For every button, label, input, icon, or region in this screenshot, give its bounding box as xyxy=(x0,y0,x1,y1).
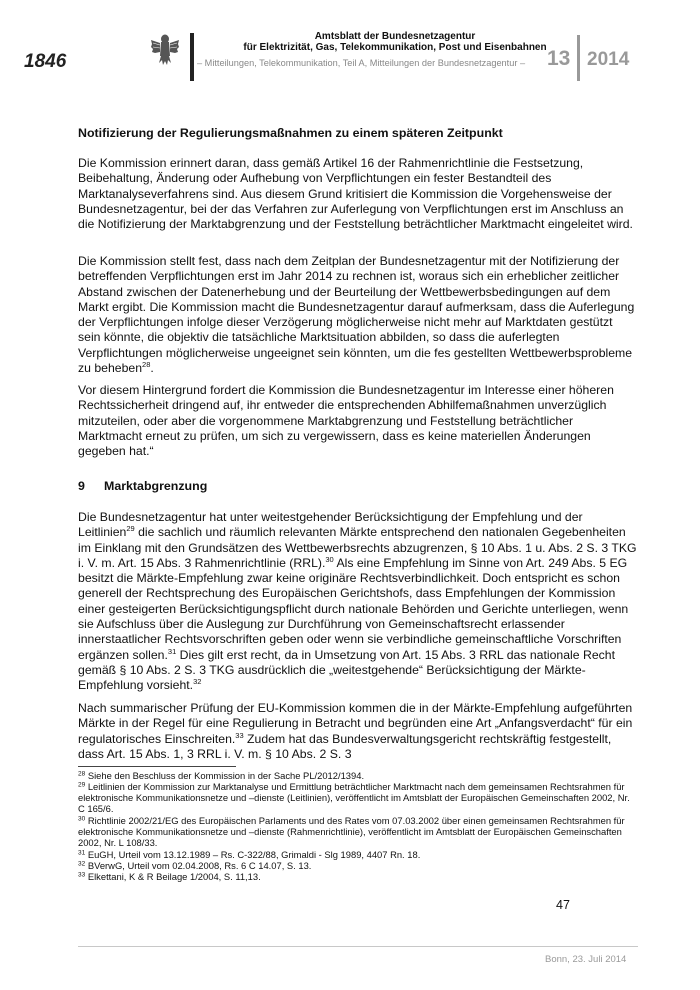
footnote-30: $^{30}$ Richtlinie 2002/21/EG des Europäischen Parlaments und des Rates vom 07.03.2002 über einen gemeinsamen Rechtsrahmen für elektronische Kommunikationsnetze und –dienste (Rahmenrichtlinie), veröffentlicht im Amtsblatt der Europäischen Gemeinschaften 2002, Nr. L 108/33. xyxy=(78,815,625,849)
footer-date: Bonn, 23. Juli 2014 xyxy=(545,954,627,965)
federal-eagle-icon xyxy=(150,30,180,68)
footnote-separator xyxy=(78,766,236,767)
page-number: 1846 xyxy=(24,51,67,72)
footnote-29: $^{29}$ Leitlinien der Kommission zur Marktanalyse und Ermittlung beträchtlicher Marktmacht nach dem gemeinsamen Rechtsrahmen für elektronische Kommunikationsnetze und –dienste (Leitlinien), veröffentlicht im Amtsblatt der Europäischen Gemeinschaften 2002, Nr. C 165/6. xyxy=(78,781,630,815)
header-divider xyxy=(190,33,194,81)
footer-divider xyxy=(78,946,638,947)
section-number: 9 xyxy=(78,479,85,493)
footnote-32: $^{32}$ BVerwG, Urteil vom 02.04.2008, Rs. 6 C 14.07, S. 13. xyxy=(78,860,312,871)
notification-heading: Notifizierung der Regulierungsmaßnahmen zu einem späteren Zeitpunkt xyxy=(78,126,503,140)
market-paragraph-1: Die Bundesnetzagentur hat unter weitestgehender Berücksichtigung der Empfehlung und der Leitlinien$^{29}$ die sachlich und räumlich relevanten Märkte entsprechend den nationalen Gegebenheiten im Einklang mit den Grundsätzen des Wettbewerbsrechts abzugrenzen, § 10 Abs. 1 u. Abs. 2 S. 3 TKG i. V. m. Art. 15 Abs. 3 Rahmenrichtlinie (RRL).$^{30}$ Als eine Empfehlung im Sinne von Art. 249 Abs. 5 EG besitzt die Märkte-Empfehlung zwar keine originäre Rechtsverbindlichkeit. Doch entspricht es schon generell der Rechtsprechung des Europäischen Gerichtshofs, dass Empfehlungen der Kommission einer gesteigerten Berücksichtigungspflicht durch nationale Behörden und Gerichte unterliegen, wenn sie Aufschluss über die Auslegung zur Durchführung von Gemeinschaftsrecht erlassender innerstaatlicher Rechtsvorschriften geben oder wenn sie verbindliche gemeinschaftliche Vorschriften ergänzen sollen.$^{31}$ Dies gilt erst recht, da in Umsetzung von Art. 15 Abs. 3 RRL das nationale Recht gemäß § 10 Abs. 2 S. 3 TKG ausdrücklich die „weitestgehende“ Berücksichtigung der Märkte-Empfehlung vorsieht.$^{32}$ xyxy=(78,510,637,693)
section-label: – Mitteilungen, Telekommunikation, Teil A, Mitteilungen der Bundesnetzagentur – xyxy=(197,58,526,68)
issue-year: 2014 xyxy=(587,49,630,70)
footnote-ref: 29 xyxy=(126,524,135,534)
notification-paragraph-3: Vor diesem Hintergrund fordert die Kommission die Bundesnetzagentur im Interesse einer höheren Rechtssicherheit dringend auf, ihr entweder die entsprechenden Abhilfemaßnahmen unverzüglich mitzuteilen, oder aber die vorgenommene Marktabgrenzung und Feststellung beträchtlicher Marktmacht erneut zu prüfen, um sich zu vergewissern, dass es keine materiellen Änderungen gegeben hat.“ xyxy=(78,383,614,459)
issue-number: 13 xyxy=(547,47,571,70)
publication-subtitle: für Elektrizität, Gas, Telekommunikation, Post und Eisenbahnen xyxy=(243,42,547,53)
footnote-31: $^{31}$ EuGH, Urteil vom 13.12.1989 – Rs. C-322/88, Grimaldi - Slg 1989, 4407 Rn. 18. xyxy=(78,849,421,860)
page-footer-number: 47 xyxy=(556,898,570,912)
footnote-ref: 31 xyxy=(167,646,177,656)
footnote-ref: 33 xyxy=(235,730,244,740)
footnote-28: $^{28}$ Siehe den Beschluss der Kommission in der Sache PL/2012/1394. xyxy=(78,770,365,781)
notification-paragraph-2: Die Kommission stellt fest, dass nach dem Zeitplan der Bundesnetzagentur mit der Notifizierung der betreffenden Verpflichtungen erst im Jahr 2014 zu rechnen ist, woraus sich ein erheblicher zeitlicher Abstand zwischen der Datenerhebung und der Beurteilung der Wettbewerbsbedingungen auf dem Markt ergibt. Die Kommission macht die Bundesnetzagentur darauf aufmerksam, dass die Auferlegung der Verpflichtungen infolge dieser Verzögerung möglicherweise nicht mehr auf Marktdaten gestützt sein könnte, die objektiv die tatsächliche Marktsituation abbilden, so dass die auferlegten Verpflichtungen möglicherweise ungeeignet sein könnten, um die fes gestellten Wettbewerbsprobleme zu beheben$^{28}$. xyxy=(78,254,635,376)
section-heading: Marktabgrenzung xyxy=(104,479,208,493)
publication-title: Amtsblatt der Bundesnetzagentur xyxy=(314,31,476,42)
footnote-ref: 32 xyxy=(193,677,202,687)
footnote-33: $^{33}$ Elkettani, K & R Beilage 1/2004, S. 11,13. xyxy=(78,871,261,882)
notification-paragraph-1: Die Kommission erinnert daran, dass gemäß Artikel 16 der Rahmenrichtlinie die Festsetzung, Beibehaltung, Änderung oder Aufhebung von Verpflichtungen ein fester Bestandteil des Marktanalyseverfahrens sind. Aus diesem Grund kritisiert die Kommission die Vorgehensweise der Bundesnetzagentur, bei der das Verfahren zur Auferlegung von Verpflichtungen erst im Anschluss an die Notifizierung der Marktabgrenzung und der Feststellung beträchtlicher Marktmacht eingeleitet wird. xyxy=(78,156,633,232)
footnote-ref: 30 xyxy=(325,554,334,564)
footnote-ref: 28 xyxy=(142,360,151,370)
market-paragraph-2: Nach summarischer Prüfung der EU-Kommission kommen die in der Märkte-Empfehlung aufgeführten Märkte in der Regel für eine Regulierung in Betracht und begründen eine Art „Anfangsverdacht“ für ein regulatorisches Einschreiten.$^{33}$ Zudem hat das Bundesverwaltungsgericht rechtskräftig festgestellt, dass Art. 15 Abs. 1, 3 RRL i. V. m. § 10 Abs. 2 S. 3 xyxy=(78,701,633,761)
issue-divider xyxy=(577,35,580,81)
